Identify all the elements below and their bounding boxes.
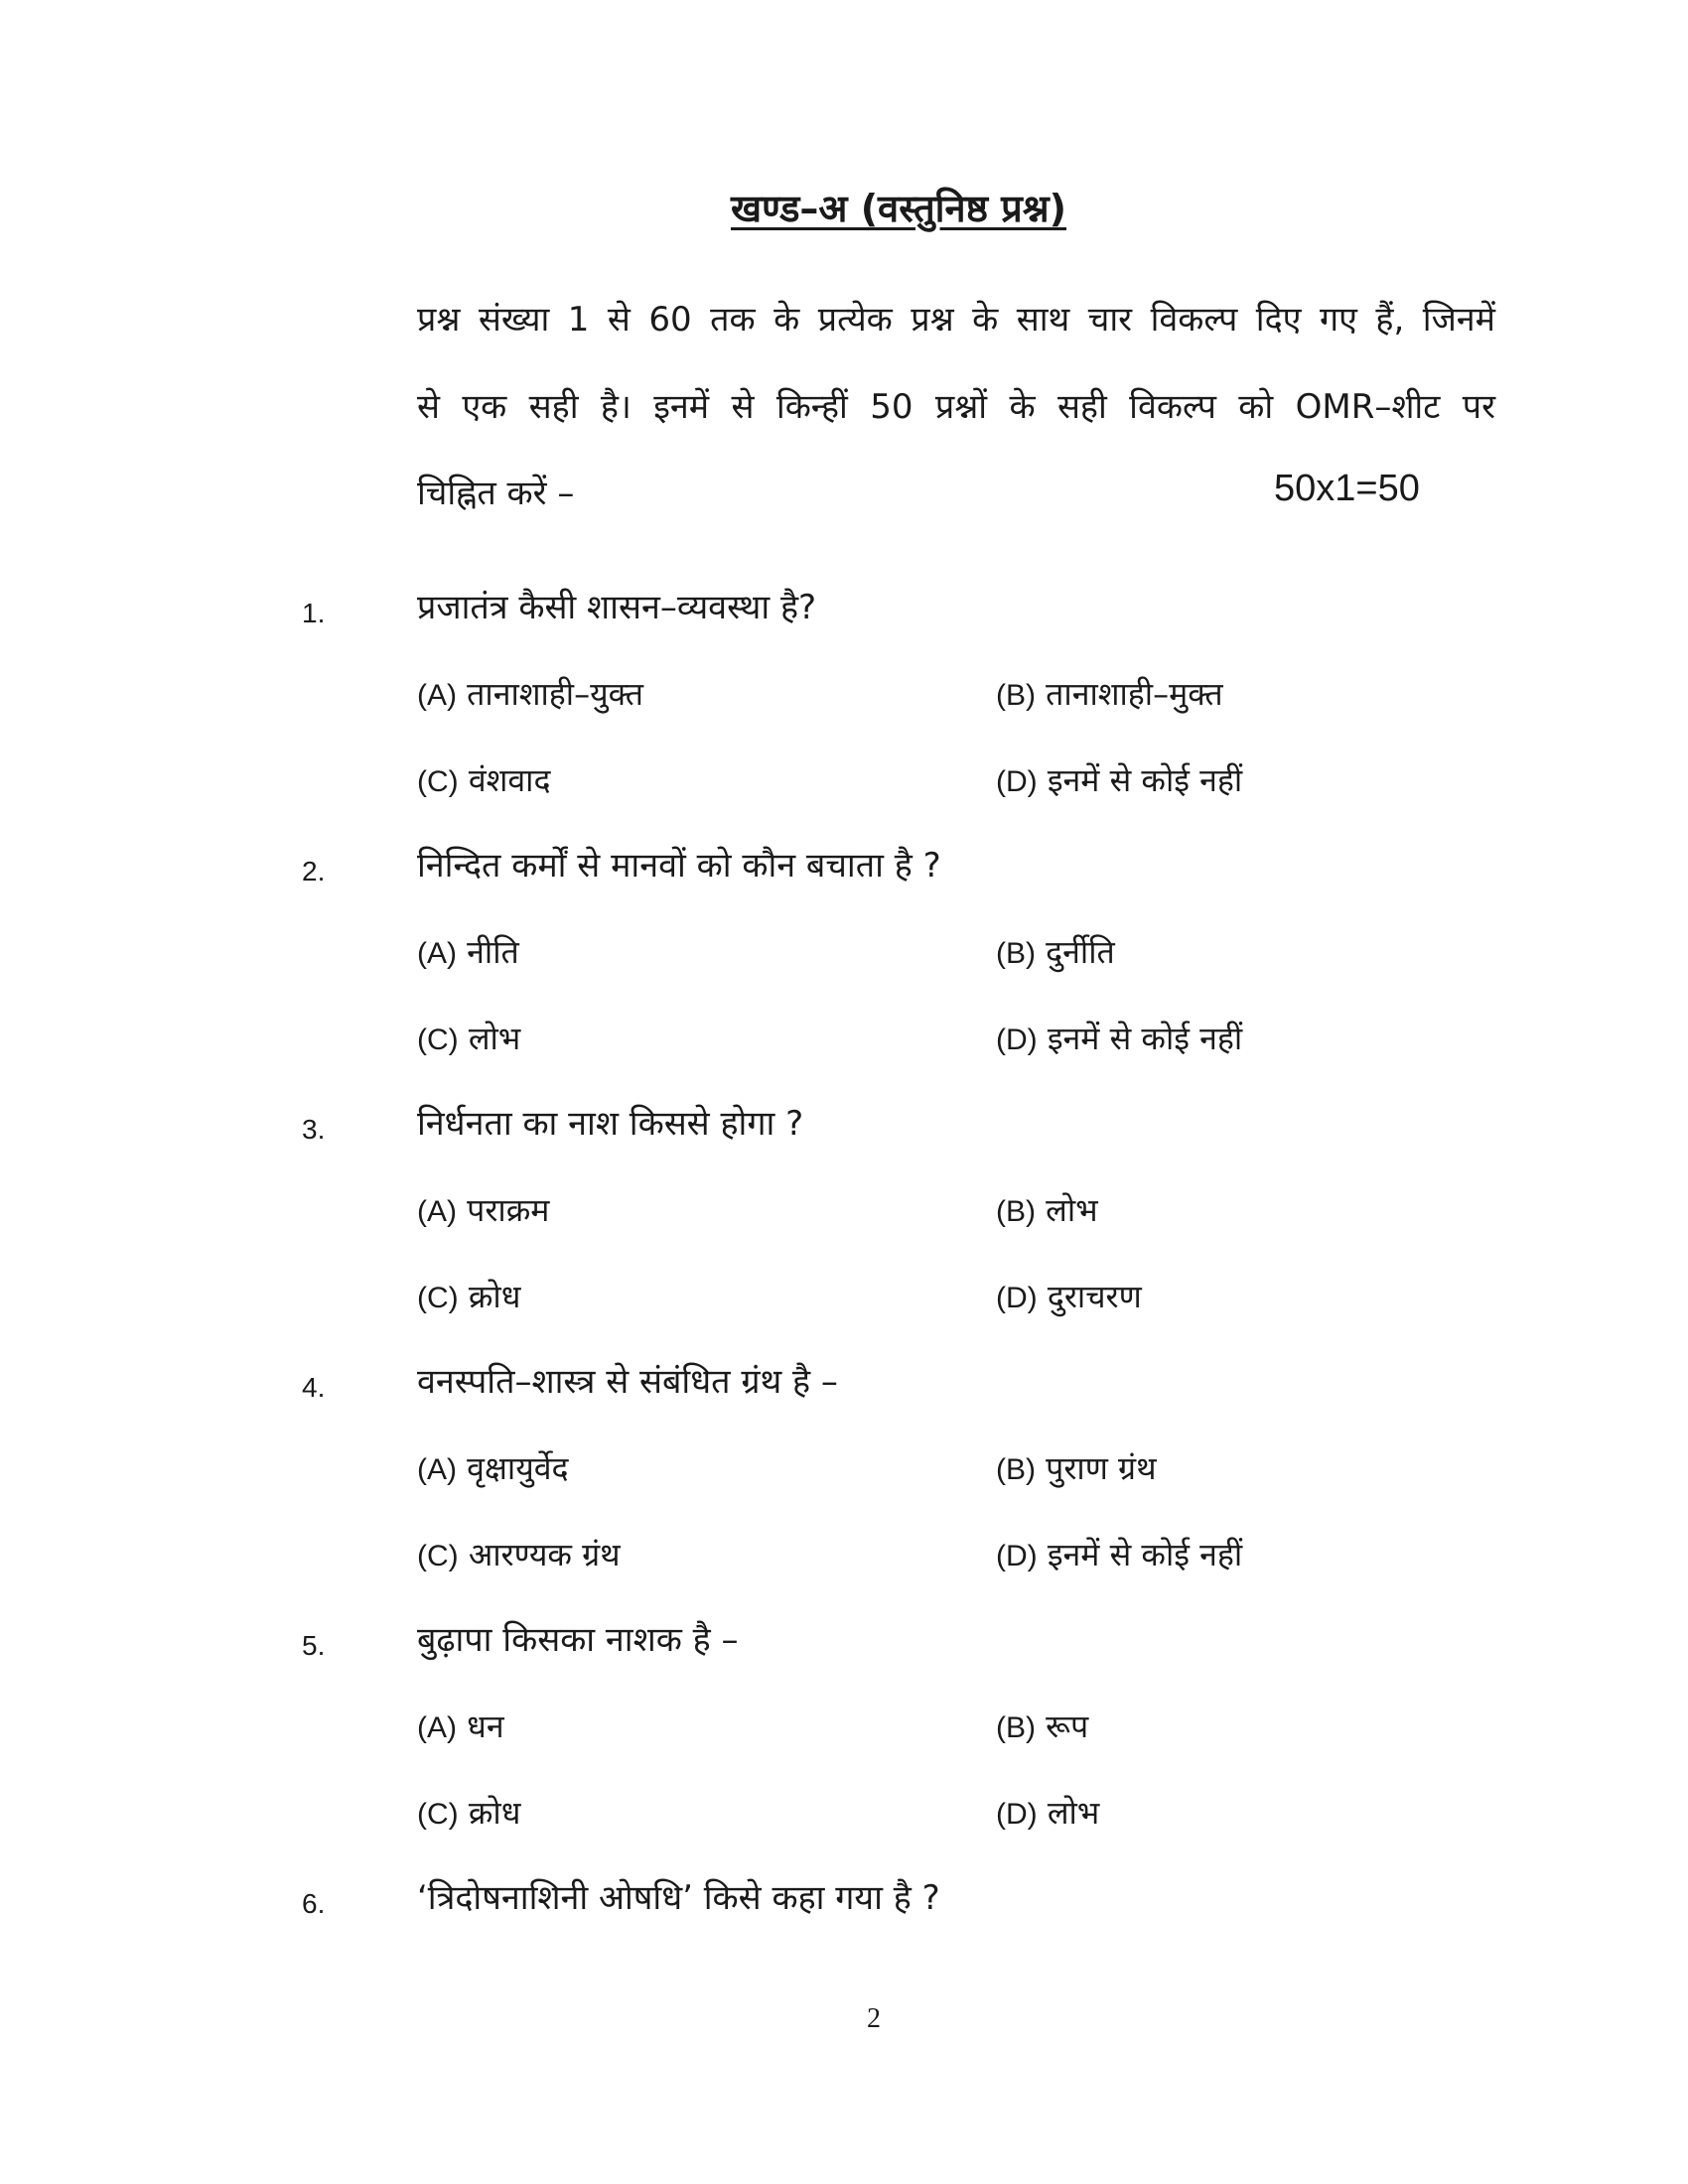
option-text: वृक्षायुर्वेद: [467, 1449, 569, 1487]
option-letter: (C): [417, 1540, 459, 1572]
option-letter: (D): [996, 1540, 1038, 1572]
option-d: [996, 1791, 1099, 1837]
option-text: इनमें से कोई नहीं: [1047, 1536, 1243, 1573]
option-text: रूप: [1046, 1707, 1089, 1745]
option-text: धन: [467, 1707, 504, 1745]
option-d: [996, 1533, 1242, 1578]
option-c: [417, 1791, 520, 1837]
option-text: नीति: [467, 933, 519, 971]
option-letter: (B): [996, 1195, 1036, 1228]
question-text: ‘त्रिदोषनाशिनी ओषधि’ किसे कहा गया है ?: [417, 1878, 940, 1918]
option-c: [417, 758, 550, 804]
option-text: तानाशाही–युक्त: [467, 675, 644, 713]
option-letter: (D): [996, 1282, 1038, 1314]
option-b: [996, 1188, 1098, 1234]
option-letter: (A): [417, 679, 457, 712]
question-text: निन्दित कर्मों से मानवों को कौन बचाता है ?: [417, 846, 941, 886]
section-title: खण्ड–अ (वस्तुनिष्ठ प्रश्न): [730, 187, 1067, 230]
option-text: दुराचरण: [1047, 1278, 1142, 1315]
question-number: 1.: [302, 598, 326, 628]
option-text: इनमें से कोई नहीं: [1047, 761, 1243, 799]
question-number: 3.: [302, 1114, 326, 1145]
option-letter: (C): [417, 1798, 459, 1831]
option-text: वंशवाद: [468, 761, 551, 799]
instructions-line-1: प्रश्न संख्या 1 से 60 तक के प्रत्येक प्रश्न के साथ चार विकल्प दिए गए हैं, जिनमें: [417, 300, 1495, 340]
option-letter: (D): [996, 1024, 1038, 1056]
option-text: क्रोध: [468, 1794, 521, 1832]
option-text: आरण्यक ग्रंथ: [468, 1536, 621, 1573]
option-text: इनमें से कोई नहीं: [1047, 1020, 1243, 1057]
option-b: [996, 930, 1115, 976]
question-text: प्रजातंत्र कैसी शासन–व्यवस्था है?: [417, 588, 817, 627]
option-text: पराक्रम: [467, 1191, 550, 1229]
option-text: पुराण ग्रंथ: [1046, 1449, 1157, 1487]
option-letter: (A): [417, 1711, 457, 1744]
option-d: [996, 1017, 1242, 1062]
option-letter: (D): [996, 1798, 1038, 1831]
instructions-line-3: चिह्नित करें –: [417, 474, 575, 513]
marks-allocation: 50x1=50: [1274, 468, 1420, 509]
option-letter: (B): [996, 1453, 1036, 1486]
option-letter: (B): [996, 1711, 1036, 1744]
option-text: लोभ: [1046, 1191, 1098, 1229]
option-a: [417, 1446, 569, 1492]
option-letter: (C): [417, 765, 459, 798]
option-letter: (B): [996, 937, 1036, 970]
option-c: [417, 1533, 621, 1578]
option-text: लोभ: [1047, 1794, 1100, 1832]
option-a: [417, 930, 519, 976]
option-text: लोभ: [468, 1020, 521, 1057]
option-letter: (C): [417, 1024, 459, 1056]
question-number: 4.: [302, 1372, 326, 1403]
option-d: [996, 758, 1242, 804]
option-d: [996, 1275, 1142, 1320]
question-number: 2.: [302, 856, 326, 887]
option-text: क्रोध: [468, 1278, 521, 1315]
option-a: [417, 672, 643, 718]
question-text: निर्धनता का नाश किससे होगा ?: [417, 1104, 804, 1144]
option-text: दुर्नीति: [1046, 933, 1115, 971]
option-letter: (B): [996, 679, 1036, 712]
option-text: तानाशाही–मुक्त: [1046, 675, 1223, 713]
question-text: वनस्पति–शास्त्र से संबंधित ग्रंथ है –: [417, 1362, 838, 1402]
option-b: [996, 1705, 1088, 1750]
option-b: [996, 672, 1223, 718]
option-a: [417, 1705, 504, 1750]
page-number: 2: [867, 2003, 881, 2034]
option-letter: (C): [417, 1282, 459, 1314]
option-letter: (A): [417, 1195, 457, 1228]
option-a: [417, 1188, 549, 1234]
instructions-line-2: से एक सही है। इनमें से किन्हीं 50 प्रश्नों के सही विकल्प को OMR–शीट पर: [417, 387, 1495, 427]
question-text: बुढ़ापा किसका नाशक है –: [417, 1620, 739, 1660]
question-number: 6.: [302, 1888, 326, 1919]
option-letter: (D): [996, 765, 1038, 798]
option-letter: (A): [417, 1453, 457, 1486]
option-letter: (A): [417, 937, 457, 970]
option-b: [996, 1446, 1157, 1492]
option-c: [417, 1275, 520, 1320]
question-number: 5.: [302, 1630, 326, 1661]
option-c: [417, 1017, 520, 1062]
